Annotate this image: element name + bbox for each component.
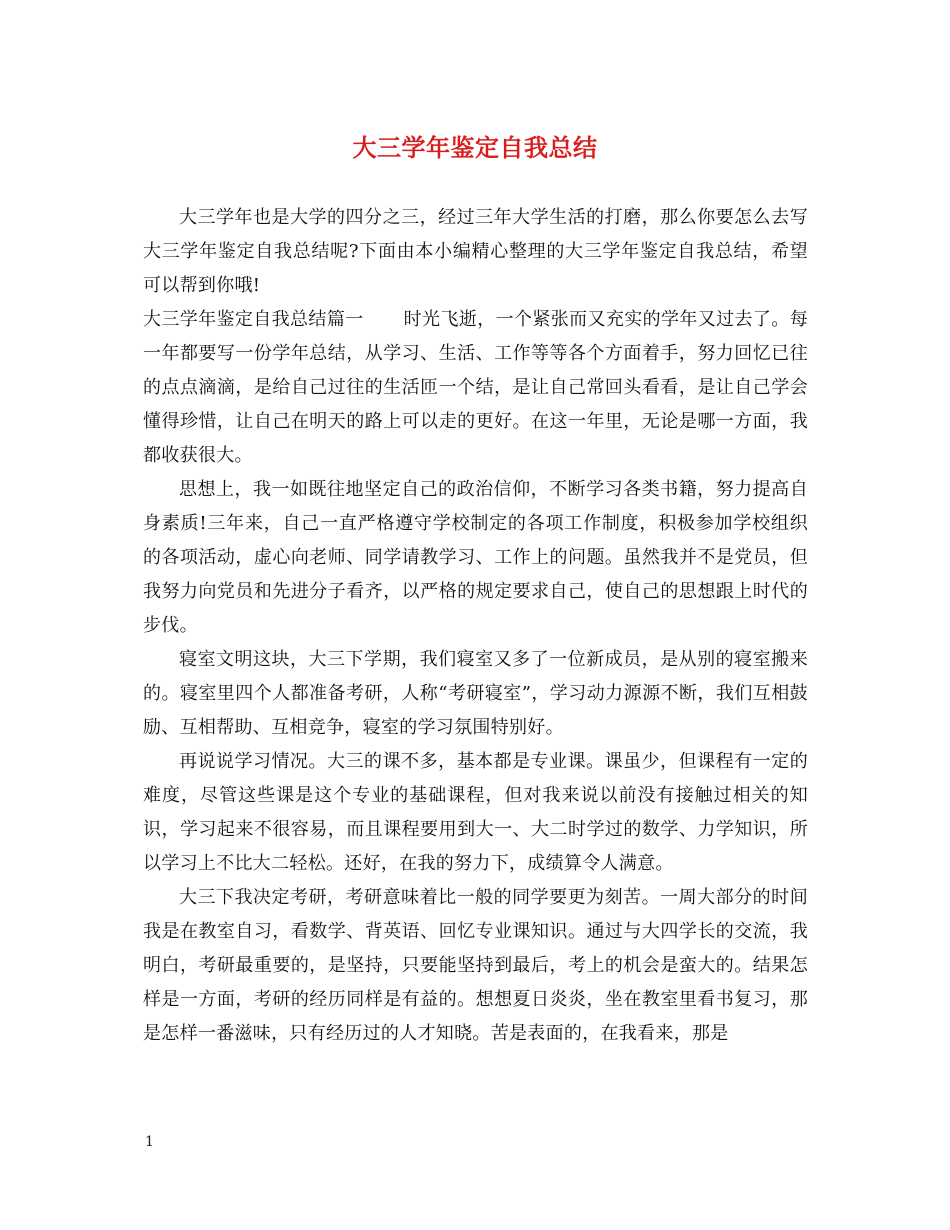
section-block — [143, 303, 808, 473]
page-number: 1 — [145, 1134, 154, 1150]
intro-paragraph: 大三学年也是大学的四分之三，经过三年大学生活的打磨，那么你要怎么去写大三学年鉴定自我总结呢?下面由本小编精心整理的大三学年鉴定自我总结，希望可以帮到你哦! — [143, 207, 808, 296]
section-heading: 大三学年鉴定自我总结篇一 — [143, 309, 364, 330]
paragraph-exam: 大三下我决定考研，考研意味着比一般的同学要更为刻苦。一周大部分的时间我是在教室自习，看数学、背英语、回忆专业课知识。通过与大四学长的交流，我明白，考研最重要的，是坚持，只要能坚持到最后，考上的机会是蛮大的。结果怎样是一方面，考研的经历同样是有益的。想想夏日炎炎，坐在教室里看书复习，那是怎样一番滋味，只有经历过的人才知晓。苦是表面的，在我看来，那是 — [143, 887, 808, 1044]
paragraph-study: 再说说学习情况。大三的课不多，基本都是专业课。课虽少，但课程有一定的难度，尽管这些课是这个专业的基础课程，但对我来说以前没有接触过相关的知识，学习起来不很容易，而且课程要用到大一、大二时学过的数学、力学知识，所以学习上不比大二轻松。还好，在我的努力下，成绩算令人满意。 — [143, 751, 808, 874]
paragraph-thought: 思想上，我一如既往地坚定自己的政治信仰，不断学习各类书籍，努力提高自身素质!三年来，自己一直严格遵守学校制定的各项工作制度，积极参加学校组织的各项活动，虚心向老师、同学请教学习、工作上的问题。虽然我并不是党员，但我努力向党员和先进分子看齐，以严格的规定要求自己，使自己的思想跟上时代的步伐。 — [143, 479, 808, 636]
paragraph-dorm: 寝室文明这块，大三下学期，我们寝室又多了一位新成员，是从别的寝室搬来的。寝室里四个人都准备考研，人称“考研寝室”，学习动力源源不断，我们互相鼓励、互相帮助、互相竞争，寝室的学习氛围特别好。 — [143, 649, 808, 738]
document-body — [143, 201, 808, 1051]
document-title: 大三学年鉴定自我总结 — [352, 133, 598, 162]
section-first-paragraph: 时光飞逝，一个紧张而又充实的学年又过去了。每一年都要写一份学年总结，从学习、生活、工作等等各个方面着手，努力回忆已往的点点滴滴，是给自己过往的生活匝一个结，是让自己常回头看看，是让自己学会懂得珍惜，让自己在明天的路上可以走的更好。在这一年里，无论是哪一方面，我都收获很大。 — [143, 309, 808, 466]
